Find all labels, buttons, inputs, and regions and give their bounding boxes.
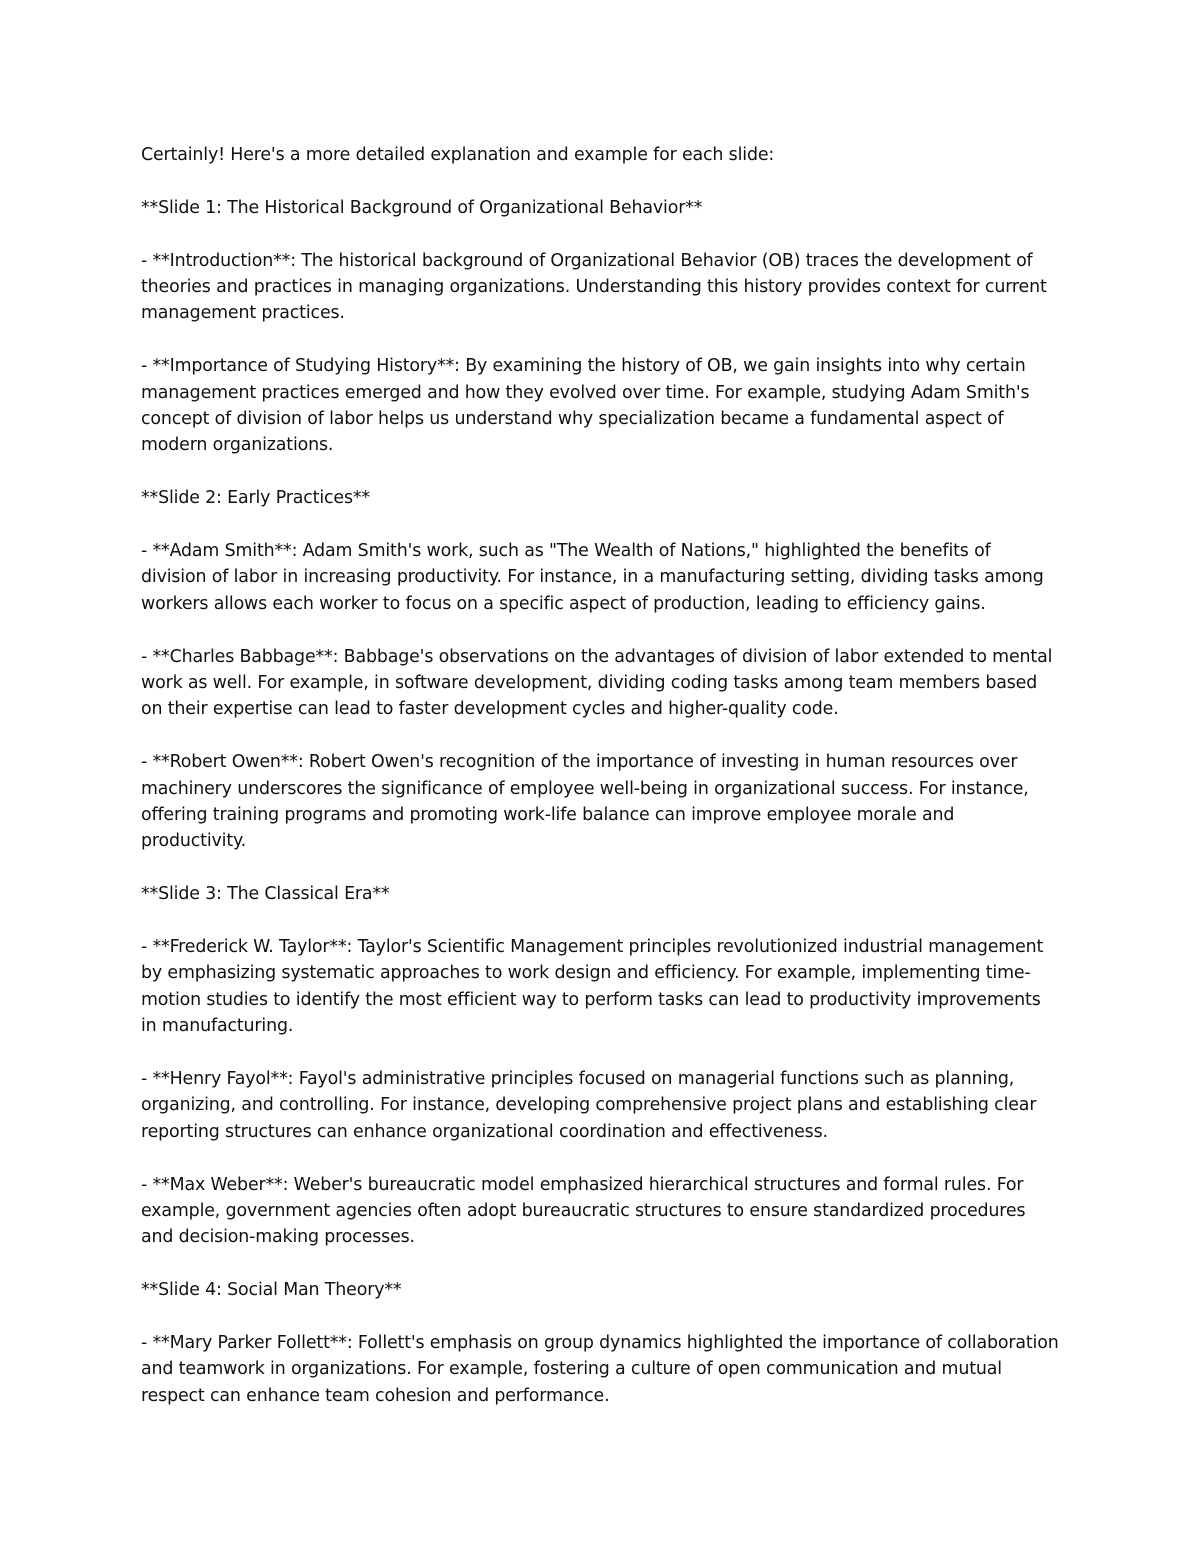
slide-2-charles-babbage: - **Charles Babbage**: Babbage's observations on the advantages of division of labor extended to mental work as well. For example, in software development, dividing coding tasks among team members based on their expertise can lead to faster development cycles and higher-quality code. bbox=[141, 646, 1053, 720]
slide-4-mary-parker-follett: - **Mary Parker Follett**: Follett's emphasis on group dynamics highlighted the importance of collaboration and teamwork in organizations. For example, fostering a culture of open communication and mutual respect can enhance team cohesion and performance. bbox=[141, 1333, 1059, 1406]
slide-4-heading: **Slide 4: Social Man Theory** bbox=[141, 1280, 402, 1301]
slide-3-frederick-taylor: - **Frederick W. Taylor**: Taylor's Scientific Management principles revolutionized industrial management by emphasizing systematic approaches to work design and efficiency. For example, implementing time-motion studies to identify the most efficient way to perform tasks can lead to productivity improvements in manufacturing. bbox=[141, 937, 1044, 1037]
intro-line: Certainly! Here's a more detailed explanation and example for each slide: bbox=[141, 145, 775, 165]
slide-3-henry-fayol: - **Henry Fayol**: Fayol's administrative principles focused on managerial functions such as planning, organizing, and controlling. For instance, developing comprehensive project plans and establishing clear reporting structures can enhance organizational coordination and effectiveness. bbox=[141, 1069, 1037, 1142]
slide-2-robert-owen: - **Robert Owen**: Robert Owen's recognition of the importance of investing in human resources over machinery underscores the significance of employee well-being in organizational success. For instance, offering training programs and promoting work-life balance can improve employee morale and productivity. bbox=[141, 752, 1029, 852]
document-body bbox=[141, 142, 1061, 1436]
slide-3-max-weber: - **Max Weber**: Weber's bureaucratic model emphasized hierarchical structures and formal rules. For example, government agencies often adopt bureaucratic structures to ensure standardized procedures and decision-making processes. bbox=[141, 1174, 1026, 1248]
slide-1-introduction: - **Introduction**: The historical background of Organizational Behavior (OB) traces the development of theories and practices in managing organizations. Understanding this history provides context for current management practices. bbox=[141, 250, 1047, 324]
slide-3-heading: **Slide 3: The Classical Era** bbox=[141, 884, 390, 905]
slide-2-heading: **Slide 2: Early Practices** bbox=[141, 488, 370, 509]
slide-2-adam-smith: - **Adam Smith**: Adam Smith's work, such as "The Wealth of Nations," highlighted the benefits of division of labor in increasing productivity. For instance, in a manufacturing setting, dividing tasks among workers allows each worker to focus on a specific aspect of production, leading to efficiency gains. bbox=[141, 541, 1044, 614]
slide-1-heading: **Slide 1: The Historical Background of Organizational Behavior** bbox=[141, 197, 703, 218]
slide-1-importance: - **Importance of Studying History**: By examining the history of OB, we gain insights into why certain management practices emerged and how they evolved over time. For example, studying Adam Smith's concept of division of labor helps us understand why specialization became a fundamental aspect of modern organizations. bbox=[141, 356, 1030, 456]
